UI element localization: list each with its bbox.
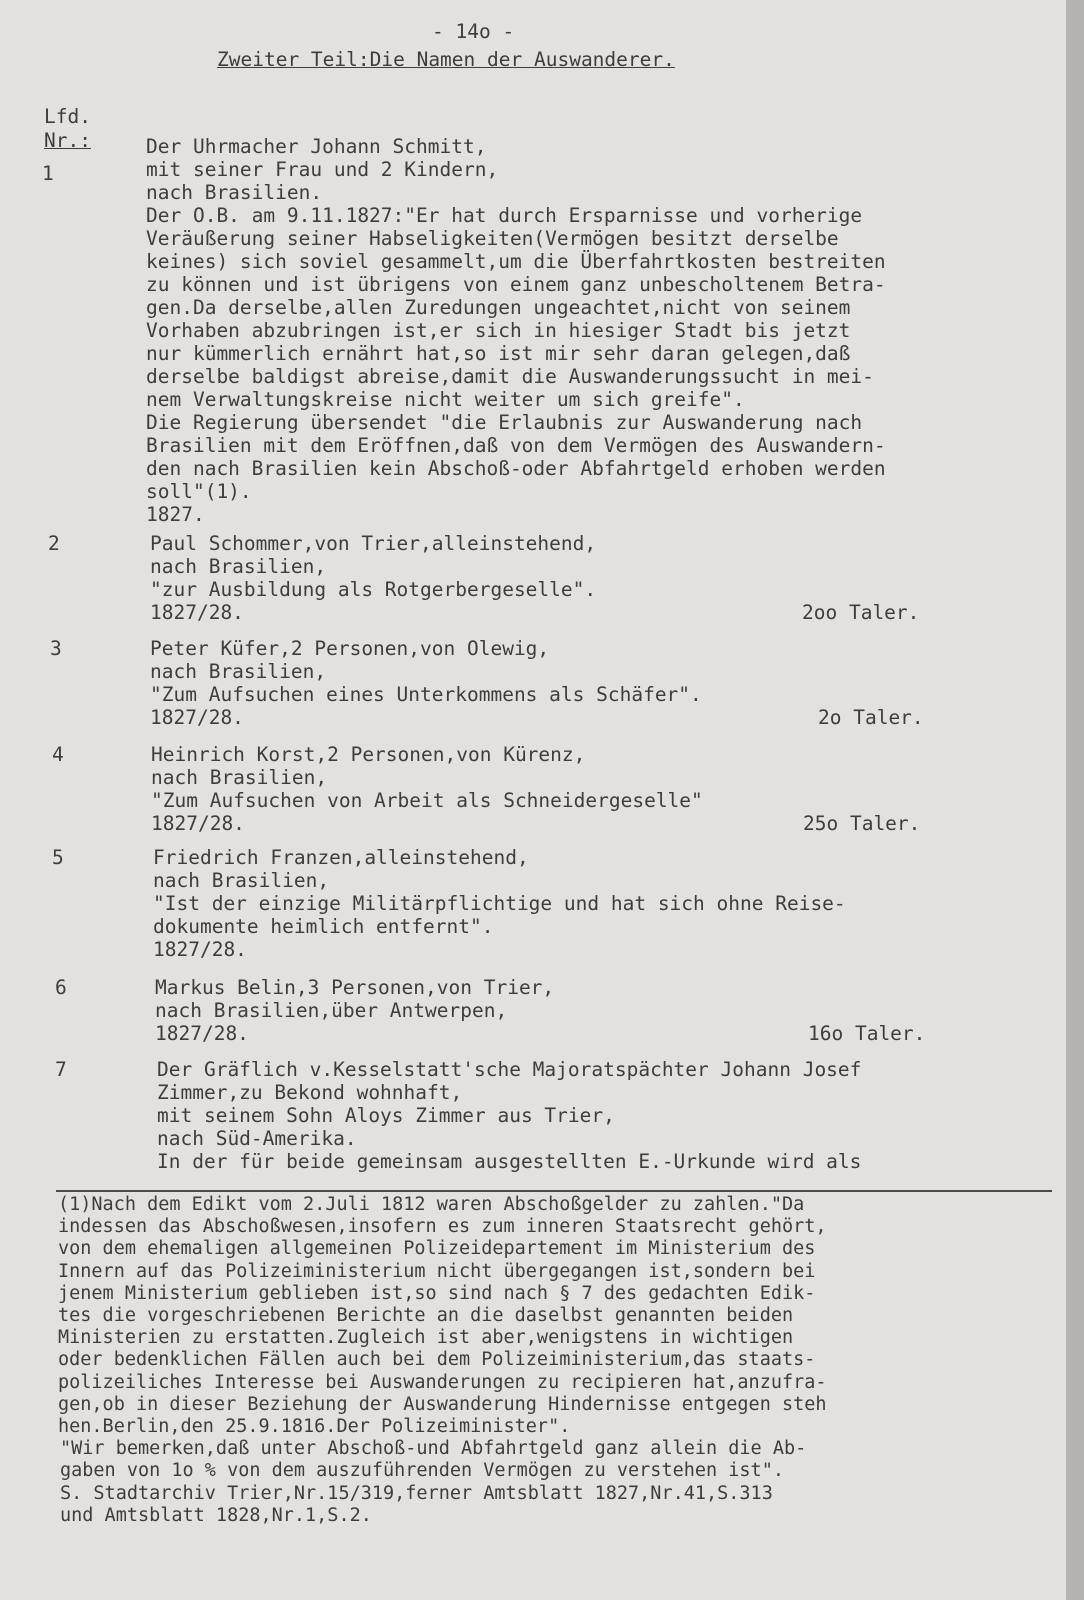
- entry-text-line: "Zum Aufsuchen eines Unterkommens als Schäfer".: [150, 683, 702, 706]
- page-title: Zweiter Teil:Die Namen der Auswanderer.: [217, 48, 675, 71]
- entry-text-line: Veräußerung seiner Habseligkeiten(Vermögen besitzt derselbe: [146, 227, 839, 250]
- entry-text-line: Markus Belin,3 Personen,von Trier,: [155, 976, 555, 999]
- entry-text-line: Peter Küfer,2 Personen,von Olewig,: [150, 637, 550, 660]
- entry-text-line: In der für beide gemeinsam ausgestellten E.-Urkunde wird als: [157, 1150, 862, 1173]
- entry-text-line: nach Brasilien,: [150, 660, 327, 683]
- entry-text-line: nach Brasilien.: [146, 181, 323, 204]
- entry-text-line: Der Uhrmacher Johann Schmitt,: [146, 135, 487, 158]
- footnote-line: Innern auf das Polizeiministerium nicht übergegangen ist,sondern bei: [58, 1260, 816, 1282]
- entry-text-line: den nach Brasilien kein Abschoß-oder Abfahrtgeld erhoben werden: [146, 457, 886, 480]
- entry-text-line: keines) sich soviel gesammelt,um die Überfahrtkosten bestreiten: [146, 250, 886, 273]
- entry-text-line: 1827/28.: [150, 601, 244, 624]
- footnote-line: indessen das Abschoßwesen,insofern es zum inneren Staatsrecht gehört,: [58, 1216, 827, 1238]
- entry-text-line: nem Verwaltungskreise nicht weiter um sich greife".: [146, 388, 745, 411]
- entry-text-line: mit seinem Sohn Aloys Zimmer aus Trier,: [157, 1104, 615, 1127]
- entry-text-line: zu können und ist übrigens von einem ganz unbescholtenem Betra-: [146, 273, 886, 296]
- entry-text-line: 1827.: [146, 503, 205, 526]
- entry-text-line: nach Brasilien,: [153, 869, 330, 892]
- entry-amount: 25o Taler.: [803, 812, 921, 835]
- entry-text-line: dokumente heimlich entfernt".: [153, 915, 494, 938]
- entry-text-line: nach Brasilien,: [151, 766, 328, 789]
- entry-text-line: 1827/28.: [155, 1022, 249, 1045]
- footnote-line: S. Stadtarchiv Trier,Nr.15/319,ferner Amtsblatt 1827,Nr.41,S.313: [60, 1482, 773, 1504]
- footnote-line: hen.Berlin,den 25.9.1816.Der Polizeiminister".: [58, 1416, 571, 1437]
- footnote-line: tes die vorgeschriebenen Berichte an die daselbst genannten beiden: [58, 1305, 794, 1326]
- entry-number: 6: [55, 976, 67, 999]
- footnote-line: gen,ob in dieser Beziehung der Auswanderung Hindernisse entgegen steh: [58, 1393, 827, 1415]
- footnote-line: oder bedenklichen Fällen auch bei dem Polizeiministerium,das staats-: [58, 1349, 816, 1371]
- entry-text-line: soll"(1).: [146, 480, 252, 503]
- entry-amount: 2o Taler.: [818, 706, 924, 729]
- entry-text-line: Zimmer,zu Bekond wohnhaft,: [157, 1081, 463, 1104]
- page-number: - 14o -: [432, 20, 515, 43]
- page-edge: [1066, 0, 1084, 1600]
- footnote-line: Ministerien zu erstatten.Zugleich ist aber,wenigstens in wichtigen: [58, 1327, 794, 1349]
- entry-text-line: Paul Schommer,von Trier,alleinstehend,: [150, 532, 597, 555]
- entry-number: 3: [50, 637, 62, 660]
- entry-text-line: nach Brasilien,über Antwerpen,: [155, 999, 508, 1022]
- column-header-lfd: Lfd.: [44, 105, 91, 128]
- entry-text-line: 1827/28.: [150, 706, 244, 729]
- entry-number: 4: [52, 743, 64, 766]
- entry-amount: 16o Taler.: [808, 1022, 926, 1045]
- entry-text-line: Der O.B. am 9.11.1827:"Er hat durch Ersparnisse und vorherige: [146, 204, 863, 227]
- footnote-line: jenem Ministerium geblieben ist,so sind nach § 7 des gedachten Edik-: [58, 1282, 816, 1304]
- entry-text-line: Friedrich Franzen,alleinstehend,: [153, 846, 529, 869]
- footnote-divider: [56, 1190, 1052, 1192]
- entry-number: 1: [42, 162, 54, 185]
- entry-text-line: "zur Ausbildung als Rotgerbergeselle".: [150, 578, 597, 601]
- entry-number: 5: [52, 846, 64, 869]
- footnote-line: gaben von 1o % von dem auszuführenden Vermögen zu verstehen ist".: [60, 1460, 784, 1482]
- footnote-line: polizeiliches Interesse bei Auswanderungen zu recipieren hat,anzufra-: [58, 1371, 827, 1393]
- entry-text-line: nach Brasilien,: [150, 555, 327, 578]
- footnote-line: "Wir bemerken,daß unter Abschoß-und Abfahrtgeld ganz allein die Ab-: [60, 1438, 807, 1460]
- entry-text-line: Vorhaben abzubringen ist,er sich in hiesiger Stadt bis jetzt: [146, 319, 851, 342]
- entry-text-line: 1827/28.: [151, 812, 245, 835]
- entry-text-line: nur kümmerlich ernährt hat,so ist mir sehr daran gelegen,daß: [146, 342, 851, 365]
- entry-number: 2: [48, 532, 60, 555]
- entry-amount: 2oo Taler.: [802, 601, 920, 624]
- entry-number: 7: [55, 1058, 67, 1081]
- entry-text-line: derselbe baldigst abreise,damit die Auswanderungssucht in mei-: [146, 365, 874, 388]
- entry-text-line: "Zum Aufsuchen von Arbeit als Schneidergeselle": [151, 789, 703, 812]
- entry-text-line: gen.Da derselbe,allen Zuredungen ungeachtet,nicht von seinem: [146, 296, 851, 319]
- entry-text-line: "Ist der einzige Militärpflichtige und hat sich ohne Reise-: [153, 892, 846, 915]
- footnote-line: und Amtsblatt 1828,Nr.1,S.2.: [60, 1504, 372, 1526]
- entry-text-line: nach Süd-Amerika.: [157, 1127, 357, 1150]
- entry-text-line: 1827/28.: [153, 938, 247, 961]
- footnote-line: von dem ehemaligen allgemeinen Polizeidepartement im Ministerium des: [58, 1238, 816, 1260]
- entry-text-line: Heinrich Korst,2 Personen,von Kürenz,: [151, 743, 586, 766]
- column-header-nr: Nr.:: [44, 129, 91, 152]
- footnote-line: (1)Nach dem Edikt vom 2.Juli 1812 waren Abschoßgelder zu zahlen."Da: [58, 1194, 805, 1215]
- entry-text-line: Der Gräflich v.Kesselstatt'sche Majoratspächter Johann Josef: [157, 1058, 862, 1081]
- entry-text-line: mit seiner Frau und 2 Kindern,: [146, 158, 499, 181]
- entry-text-line: Brasilien mit dem Eröffnen,daß von dem Vermögen des Auswandern-: [146, 434, 886, 457]
- entry-text-line: Die Regierung übersendet "die Erlaubnis zur Auswanderung nach: [146, 411, 863, 434]
